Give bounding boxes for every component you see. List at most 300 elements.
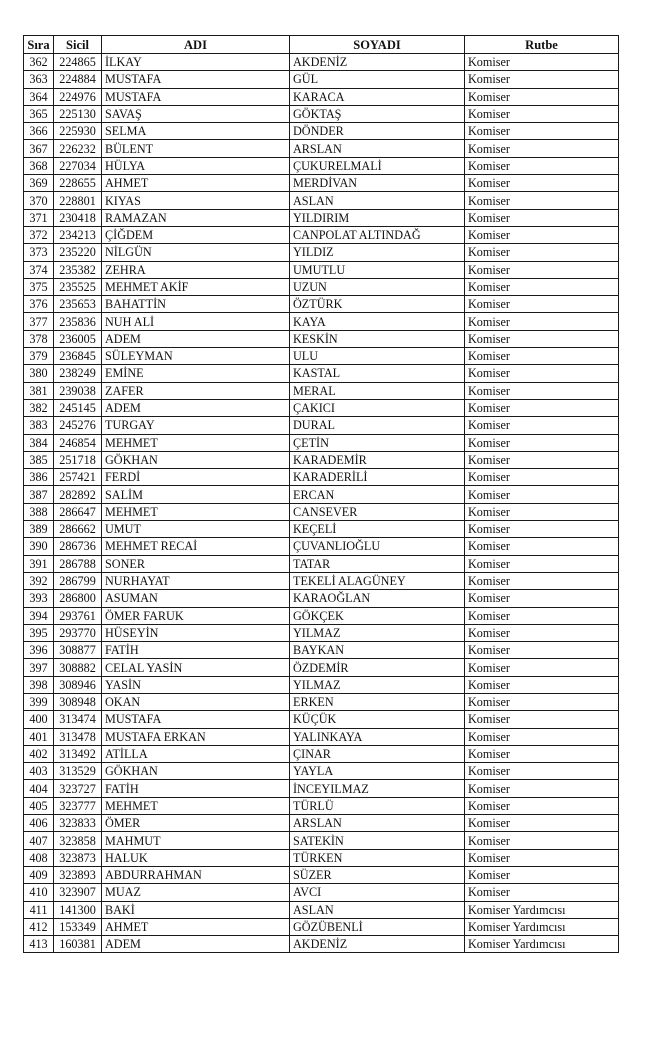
cell-adi: CELAL YASİN: [102, 659, 290, 676]
cell-rutbe: Komiser: [465, 624, 619, 641]
cell-sira: 366: [24, 123, 54, 140]
cell-rutbe: Komiser: [465, 399, 619, 416]
cell-sicil: 293761: [54, 607, 102, 624]
cell-sicil: 323873: [54, 849, 102, 866]
cell-adi: NİLGÜN: [102, 244, 290, 261]
cell-rutbe: Komiser: [465, 365, 619, 382]
cell-sicil: 225930: [54, 123, 102, 140]
cell-sira: 407: [24, 832, 54, 849]
cell-soyadi: GÜL: [290, 71, 465, 88]
cell-adi: RAMAZAN: [102, 209, 290, 226]
table-row: [24, 123, 619, 140]
cell-rutbe: Komiser: [465, 503, 619, 520]
table-row: [24, 226, 619, 243]
table-row: [24, 434, 619, 451]
cell-sira: 372: [24, 226, 54, 243]
cell-adi: MEHMET RECAİ: [102, 538, 290, 555]
cell-soyadi: GÖZÜBENLİ: [290, 918, 465, 935]
cell-rutbe: Komiser: [465, 296, 619, 313]
cell-sira: 379: [24, 348, 54, 365]
cell-rutbe: Komiser Yardımcısı: [465, 918, 619, 935]
table-row: [24, 382, 619, 399]
table-row: [24, 538, 619, 555]
cell-adi: KIYAS: [102, 192, 290, 209]
cell-rutbe: Komiser: [465, 261, 619, 278]
cell-adi: MUSTAFA: [102, 88, 290, 105]
cell-sicil: 293770: [54, 624, 102, 641]
cell-sicil: 323727: [54, 780, 102, 797]
cell-sicil: 323833: [54, 815, 102, 832]
cell-soyadi: YILMAZ: [290, 676, 465, 693]
cell-adi: ASUMAN: [102, 590, 290, 607]
cell-soyadi: KARACA: [290, 88, 465, 105]
cell-sicil: 308946: [54, 676, 102, 693]
cell-sira: 381: [24, 382, 54, 399]
cell-rutbe: Komiser: [465, 659, 619, 676]
cell-soyadi: DÖNDER: [290, 123, 465, 140]
cell-sicil: 224884: [54, 71, 102, 88]
cell-soyadi: UZUN: [290, 278, 465, 295]
table-row: [24, 763, 619, 780]
cell-sicil: 238249: [54, 365, 102, 382]
cell-adi: MUSTAFA ERKAN: [102, 728, 290, 745]
table-row: [24, 71, 619, 88]
cell-sira: 362: [24, 54, 54, 71]
cell-sira: 365: [24, 105, 54, 122]
cell-sira: 402: [24, 745, 54, 762]
cell-rutbe: Komiser: [465, 88, 619, 105]
table-row: [24, 693, 619, 710]
table-row: [24, 399, 619, 416]
cell-soyadi: TÜRLÜ: [290, 797, 465, 814]
cell-adi: GÖKHAN: [102, 763, 290, 780]
cell-soyadi: DURAL: [290, 417, 465, 434]
cell-sicil: 230418: [54, 209, 102, 226]
cell-sira: 398: [24, 676, 54, 693]
cell-adi: SELMA: [102, 123, 290, 140]
cell-soyadi: AKDENİZ: [290, 936, 465, 953]
cell-soyadi: TEKELİ ALAGÜNEY: [290, 572, 465, 589]
cell-sira: 367: [24, 140, 54, 157]
cell-soyadi: AVCI: [290, 884, 465, 901]
cell-sicil: 245145: [54, 399, 102, 416]
cell-sicil: 313474: [54, 711, 102, 728]
cell-sicil: 235525: [54, 278, 102, 295]
table-row: [24, 365, 619, 382]
cell-adi: MEHMET AKİF: [102, 278, 290, 295]
cell-sira: 408: [24, 849, 54, 866]
cell-adi: MAHMUT: [102, 832, 290, 849]
cell-adi: HÜSEYİN: [102, 624, 290, 641]
cell-adi: AHMET: [102, 175, 290, 192]
table-row: [24, 105, 619, 122]
cell-rutbe: Komiser: [465, 521, 619, 538]
cell-sira: 385: [24, 451, 54, 468]
cell-sira: 394: [24, 607, 54, 624]
table-row: [24, 590, 619, 607]
cell-rutbe: Komiser: [465, 105, 619, 122]
cell-sicil: 313478: [54, 728, 102, 745]
cell-soyadi: YALINKAYA: [290, 728, 465, 745]
cell-adi: ÖMER FARUK: [102, 607, 290, 624]
cell-rutbe: Komiser: [465, 763, 619, 780]
cell-soyadi: ASLAN: [290, 192, 465, 209]
cell-sicil: 286647: [54, 503, 102, 520]
cell-soyadi: UMUTLU: [290, 261, 465, 278]
cell-soyadi: ERKEN: [290, 693, 465, 710]
cell-soyadi: KEÇELİ: [290, 521, 465, 538]
cell-adi: NURHAYAT: [102, 572, 290, 589]
cell-adi: ADEM: [102, 330, 290, 347]
cell-adi: SALİM: [102, 486, 290, 503]
cell-adi: MEHMET: [102, 797, 290, 814]
cell-rutbe: Komiser: [465, 728, 619, 745]
cell-adi: ZEHRA: [102, 261, 290, 278]
table-header: [24, 36, 619, 54]
cell-adi: FATİH: [102, 642, 290, 659]
cell-adi: ATİLLA: [102, 745, 290, 762]
cell-sicil: 235836: [54, 313, 102, 330]
cell-sira: 373: [24, 244, 54, 261]
cell-soyadi: ÇUVANLIOĞLU: [290, 538, 465, 555]
cell-adi: FATİH: [102, 780, 290, 797]
cell-sicil: 224865: [54, 54, 102, 71]
cell-rutbe: Komiser: [465, 538, 619, 555]
cell-adi: SAVAŞ: [102, 105, 290, 122]
header-adi: ADI: [102, 36, 290, 54]
cell-sicil: 323777: [54, 797, 102, 814]
cell-rutbe: Komiser: [465, 711, 619, 728]
cell-adi: SONER: [102, 555, 290, 572]
cell-soyadi: YILMAZ: [290, 624, 465, 641]
cell-sira: 382: [24, 399, 54, 416]
table-row: [24, 745, 619, 762]
cell-rutbe: Komiser: [465, 278, 619, 295]
table-row: [24, 659, 619, 676]
cell-sira: 387: [24, 486, 54, 503]
cell-adi: ABDURRAHMAN: [102, 866, 290, 883]
table-row: [24, 469, 619, 486]
table-row: [24, 607, 619, 624]
cell-sicil: 323907: [54, 884, 102, 901]
cell-adi: TURGAY: [102, 417, 290, 434]
cell-sira: 412: [24, 918, 54, 935]
cell-rutbe: Komiser: [465, 209, 619, 226]
cell-soyadi: CANSEVER: [290, 503, 465, 520]
cell-adi: FERDİ: [102, 469, 290, 486]
table-row: [24, 780, 619, 797]
table-row: [24, 815, 619, 832]
cell-sira: 369: [24, 175, 54, 192]
table-row: [24, 866, 619, 883]
cell-soyadi: SÜZER: [290, 866, 465, 883]
cell-sira: 377: [24, 313, 54, 330]
header-row: [24, 36, 619, 54]
cell-sira: 403: [24, 763, 54, 780]
cell-sicil: 245276: [54, 417, 102, 434]
cell-soyadi: ARSLAN: [290, 815, 465, 832]
cell-rutbe: Komiser Yardımcısı: [465, 936, 619, 953]
cell-sicil: 228801: [54, 192, 102, 209]
cell-soyadi: ÇAKICI: [290, 399, 465, 416]
cell-sicil: 286799: [54, 572, 102, 589]
cell-rutbe: Komiser: [465, 434, 619, 451]
cell-rutbe: Komiser: [465, 832, 619, 849]
cell-rutbe: Komiser: [465, 555, 619, 572]
cell-soyadi: ÇETİN: [290, 434, 465, 451]
cell-sira: 397: [24, 659, 54, 676]
cell-sicil: 153349: [54, 918, 102, 935]
cell-soyadi: ULU: [290, 348, 465, 365]
cell-sira: 368: [24, 157, 54, 174]
cell-sicil: 308877: [54, 642, 102, 659]
cell-rutbe: Komiser: [465, 330, 619, 347]
cell-adi: GÖKHAN: [102, 451, 290, 468]
cell-soyadi: ÇINAR: [290, 745, 465, 762]
cell-soyadi: ÖZDEMİR: [290, 659, 465, 676]
cell-soyadi: MERAL: [290, 382, 465, 399]
cell-adi: HÜLYA: [102, 157, 290, 174]
cell-soyadi: YILDIZ: [290, 244, 465, 261]
cell-sira: 406: [24, 815, 54, 832]
cell-rutbe: Komiser: [465, 590, 619, 607]
cell-sira: 409: [24, 866, 54, 883]
cell-sicil: 313529: [54, 763, 102, 780]
cell-rutbe: Komiser: [465, 607, 619, 624]
cell-soyadi: KÜÇÜK: [290, 711, 465, 728]
cell-sicil: 236845: [54, 348, 102, 365]
cell-adi: SÜLEYMAN: [102, 348, 290, 365]
cell-sira: 393: [24, 590, 54, 607]
cell-soyadi: YILDIRIM: [290, 209, 465, 226]
cell-soyadi: MERDİVAN: [290, 175, 465, 192]
cell-rutbe: Komiser: [465, 780, 619, 797]
cell-sicil: 251718: [54, 451, 102, 468]
cell-sira: 400: [24, 711, 54, 728]
cell-rutbe: Komiser: [465, 54, 619, 71]
table-row: [24, 278, 619, 295]
table-row: [24, 175, 619, 192]
cell-adi: MUSTAFA: [102, 71, 290, 88]
cell-sira: 391: [24, 555, 54, 572]
table-body: [24, 54, 619, 953]
cell-sira: 386: [24, 469, 54, 486]
cell-rutbe: Komiser: [465, 693, 619, 710]
cell-sira: 380: [24, 365, 54, 382]
cell-sicil: 228655: [54, 175, 102, 192]
cell-sira: 371: [24, 209, 54, 226]
cell-adi: MEHMET: [102, 434, 290, 451]
table-row: [24, 832, 619, 849]
cell-soyadi: KESKİN: [290, 330, 465, 347]
cell-adi: HALUK: [102, 849, 290, 866]
table-row: [24, 296, 619, 313]
cell-rutbe: Komiser: [465, 192, 619, 209]
table-row: [24, 642, 619, 659]
cell-adi: EMİNE: [102, 365, 290, 382]
cell-soyadi: ERCAN: [290, 486, 465, 503]
cell-sicil: 234213: [54, 226, 102, 243]
cell-sicil: 308948: [54, 693, 102, 710]
header-sicil: Sicil: [54, 36, 102, 54]
cell-adi: İLKAY: [102, 54, 290, 71]
cell-sicil: 246854: [54, 434, 102, 451]
cell-sicil: 235653: [54, 296, 102, 313]
cell-sira: 395: [24, 624, 54, 641]
cell-adi: ADEM: [102, 936, 290, 953]
cell-rutbe: Komiser: [465, 348, 619, 365]
cell-soyadi: SATEKİN: [290, 832, 465, 849]
table-row: [24, 572, 619, 589]
cell-sicil: 224976: [54, 88, 102, 105]
cell-rutbe: Komiser: [465, 469, 619, 486]
cell-rutbe: Komiser: [465, 313, 619, 330]
cell-sicil: 225130: [54, 105, 102, 122]
cell-soyadi: CANPOLAT ALTINDAĞ: [290, 226, 465, 243]
table-row: [24, 451, 619, 468]
cell-sira: 384: [24, 434, 54, 451]
cell-rutbe: Komiser Yardımcısı: [465, 901, 619, 918]
cell-sicil: 227034: [54, 157, 102, 174]
cell-adi: ZAFER: [102, 382, 290, 399]
cell-sicil: 235220: [54, 244, 102, 261]
table-row: [24, 417, 619, 434]
table-row: [24, 88, 619, 105]
cell-adi: BAKİ: [102, 901, 290, 918]
cell-sicil: 257421: [54, 469, 102, 486]
cell-adi: MUSTAFA: [102, 711, 290, 728]
cell-soyadi: İNCEYILMAZ: [290, 780, 465, 797]
cell-sicil: 323858: [54, 832, 102, 849]
cell-soyadi: ARSLAN: [290, 140, 465, 157]
cell-adi: OKAN: [102, 693, 290, 710]
header-rutbe: Rutbe: [465, 36, 619, 54]
cell-sira: 411: [24, 901, 54, 918]
cell-soyadi: GÖKÇEK: [290, 607, 465, 624]
cell-sira: 410: [24, 884, 54, 901]
table-row: [24, 521, 619, 538]
cell-adi: ÇİĞDEM: [102, 226, 290, 243]
table-row: [24, 54, 619, 71]
cell-sira: 383: [24, 417, 54, 434]
cell-sira: 364: [24, 88, 54, 105]
cell-sicil: 235382: [54, 261, 102, 278]
cell-sira: 376: [24, 296, 54, 313]
cell-rutbe: Komiser: [465, 797, 619, 814]
cell-sicil: 160381: [54, 936, 102, 953]
cell-adi: MUAZ: [102, 884, 290, 901]
cell-soyadi: AKDENİZ: [290, 54, 465, 71]
cell-adi: UMUT: [102, 521, 290, 538]
cell-rutbe: Komiser: [465, 244, 619, 261]
cell-sira: 374: [24, 261, 54, 278]
cell-adi: BAHATTİN: [102, 296, 290, 313]
cell-rutbe: Komiser: [465, 866, 619, 883]
table-row: [24, 918, 619, 935]
cell-rutbe: Komiser: [465, 123, 619, 140]
cell-rutbe: Komiser: [465, 642, 619, 659]
cell-rutbe: Komiser: [465, 157, 619, 174]
cell-soyadi: ÖZTÜRK: [290, 296, 465, 313]
cell-adi: YASİN: [102, 676, 290, 693]
cell-sicil: 239038: [54, 382, 102, 399]
header-sira: Sıra: [24, 36, 54, 54]
cell-sira: 401: [24, 728, 54, 745]
table-row: [24, 209, 619, 226]
table-row: [24, 192, 619, 209]
cell-sicil: 236005: [54, 330, 102, 347]
cell-soyadi: TATAR: [290, 555, 465, 572]
cell-soyadi: BAYKAN: [290, 642, 465, 659]
table-row: [24, 330, 619, 347]
table-row: [24, 849, 619, 866]
cell-rutbe: Komiser: [465, 676, 619, 693]
cell-sira: 405: [24, 797, 54, 814]
cell-sicil: 226232: [54, 140, 102, 157]
cell-sicil: 286800: [54, 590, 102, 607]
cell-sicil: 286662: [54, 521, 102, 538]
cell-adi: ADEM: [102, 399, 290, 416]
table-row: [24, 140, 619, 157]
cell-rutbe: Komiser: [465, 382, 619, 399]
header-soyadi: SOYADI: [290, 36, 465, 54]
cell-sira: 404: [24, 780, 54, 797]
cell-rutbe: Komiser: [465, 71, 619, 88]
cell-soyadi: KARADEMİR: [290, 451, 465, 468]
cell-sicil: 323893: [54, 866, 102, 883]
cell-sira: 413: [24, 936, 54, 953]
cell-rutbe: Komiser: [465, 451, 619, 468]
table-row: [24, 624, 619, 641]
cell-sira: 375: [24, 278, 54, 295]
personnel-table: [23, 35, 619, 953]
table-row: [24, 348, 619, 365]
cell-adi: BÜLENT: [102, 140, 290, 157]
cell-soyadi: ÇUKURELMALİ: [290, 157, 465, 174]
table-row: [24, 555, 619, 572]
cell-sicil: 313492: [54, 745, 102, 762]
table-row: [24, 503, 619, 520]
cell-soyadi: KASTAL: [290, 365, 465, 382]
cell-sira: 399: [24, 693, 54, 710]
cell-sicil: 141300: [54, 901, 102, 918]
cell-rutbe: Komiser: [465, 745, 619, 762]
table-row: [24, 486, 619, 503]
table-row: [24, 711, 619, 728]
table-row: [24, 313, 619, 330]
cell-adi: MEHMET: [102, 503, 290, 520]
table-row: [24, 797, 619, 814]
table-row: [24, 244, 619, 261]
table-row: [24, 676, 619, 693]
cell-sicil: 286736: [54, 538, 102, 555]
cell-sira: 392: [24, 572, 54, 589]
cell-sicil: 308882: [54, 659, 102, 676]
cell-soyadi: TÜRKEN: [290, 849, 465, 866]
cell-sira: 389: [24, 521, 54, 538]
cell-rutbe: Komiser: [465, 175, 619, 192]
cell-sira: 396: [24, 642, 54, 659]
cell-rutbe: Komiser: [465, 884, 619, 901]
cell-soyadi: YAYLA: [290, 763, 465, 780]
cell-sira: 388: [24, 503, 54, 520]
cell-sira: 390: [24, 538, 54, 555]
cell-adi: NUH ALİ: [102, 313, 290, 330]
table-row: [24, 728, 619, 745]
cell-rutbe: Komiser: [465, 572, 619, 589]
cell-sicil: 286788: [54, 555, 102, 572]
cell-sicil: 282892: [54, 486, 102, 503]
